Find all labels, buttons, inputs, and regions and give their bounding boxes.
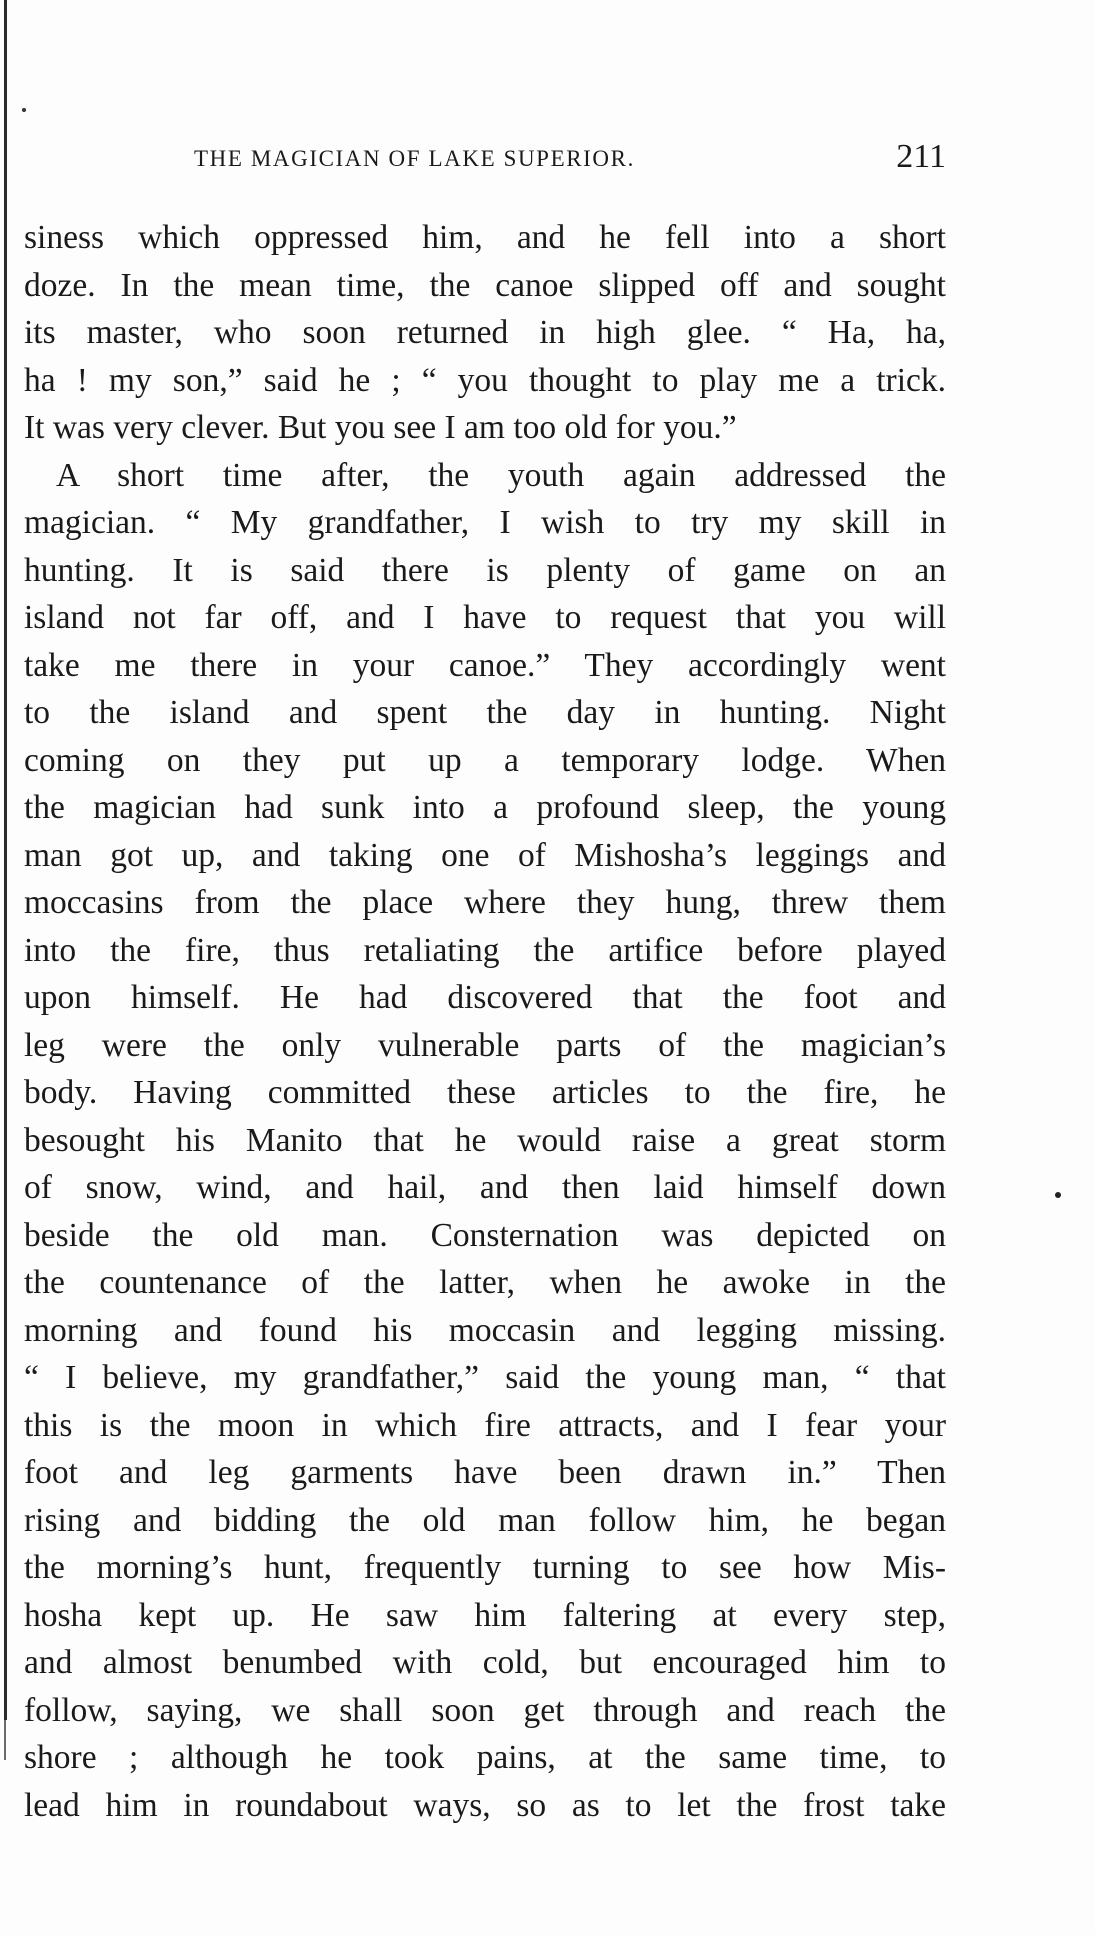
- text-line: and almost benumbed with cold, but encouraged him to: [24, 1644, 946, 1681]
- running-title: THE MAGICIAN OF LAKE SUPERIOR.: [194, 146, 635, 171]
- text-line: of snow, wind, and hail, and then laid himself down: [24, 1169, 946, 1206]
- text-line: magician. “ My grandfather, I wish to try my skill in: [24, 504, 946, 541]
- text-line: morning and found his moccasin and legging missing.: [24, 1311, 946, 1349]
- text-line: siness which oppressed him, and he fell into a short: [24, 219, 946, 256]
- text-line: hosha kept up. He saw him faltering at every step,: [24, 1596, 946, 1634]
- text-line: this is the moon in which fire attracts, and I fear your: [24, 1406, 946, 1444]
- text-line: doze. In the mean time, the canoe slipped off and sought: [24, 266, 946, 304]
- binding-edge: [4, 0, 7, 1720]
- page-number: 211: [896, 138, 946, 175]
- text-line: foot and leg garments have been drawn in.” Then: [24, 1454, 946, 1491]
- body-text: [24, 214, 946, 1829]
- text-line: hunting. It is said there is plenty of game on an: [24, 551, 946, 589]
- text-line: shore ; although he took pains, at the same time, to: [24, 1739, 946, 1776]
- running-head: [24, 138, 946, 178]
- text-line: rising and bidding the old man follow him, he began: [24, 1501, 946, 1539]
- text-line: It was very clever. But you see I am too old for you.”: [24, 409, 737, 446]
- text-line: lead him in roundabout ways, so as to let the frost take: [24, 1786, 946, 1824]
- text-line: the magician had sunk into a profound sleep, the young: [24, 789, 946, 826]
- text-line: the countenance of the latter, when he awoke in the: [24, 1264, 946, 1301]
- text-line: ha ! my son,” said he ; “ you thought to play me a trick.: [24, 361, 946, 399]
- text-line: man got up, and taking one of Mishosha’s leggings and: [24, 836, 946, 874]
- ink-speck: [22, 108, 26, 112]
- text-line: upon himself. He had discovered that the foot and: [24, 979, 946, 1016]
- text-line: take me there in your canoe.” They accordingly went: [24, 646, 946, 684]
- text-line: follow, saying, we shall soon get through and reach the: [24, 1691, 946, 1729]
- text-line: beside the old man. Consternation was depicted on: [24, 1216, 946, 1254]
- text-line: besought his Manito that he would raise a great storm: [24, 1121, 946, 1159]
- text-line: moccasins from the place where they hung, threw them: [24, 884, 946, 921]
- text-line: island not far off, and I have to request that you will: [24, 599, 946, 636]
- text-line: into the fire, thus retaliating the artifice before played: [24, 931, 946, 969]
- text-line: leg were the only vulnerable parts of the magician’s: [24, 1026, 946, 1064]
- ink-speck: [1055, 1192, 1061, 1198]
- text-line: “ I believe, my grandfather,” said the young man, “ that: [24, 1359, 946, 1396]
- text-line: A short time after, the youth again addressed the: [56, 456, 946, 494]
- text-line: its master, who soon returned in high glee. “ Ha, ha,: [24, 314, 946, 351]
- text-line: the morning’s hunt, frequently turning to see how Mis-: [24, 1549, 946, 1586]
- text-line: body. Having committed these articles to the fire, he: [24, 1074, 946, 1111]
- text-line: coming on they put up a temporary lodge. When: [24, 741, 946, 779]
- binding-edge-lower: [4, 1720, 6, 1760]
- text-line: to the island and spent the day in hunting. Night: [24, 694, 946, 731]
